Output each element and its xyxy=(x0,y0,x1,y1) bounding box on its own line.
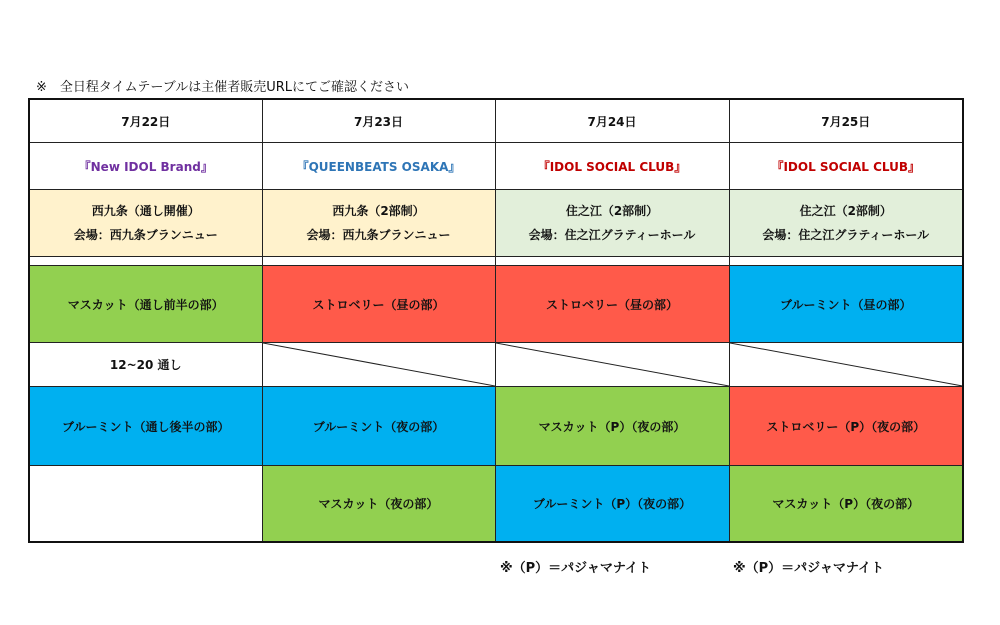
pajama-footnote: ※（P）＝パジャマナイト xyxy=(733,561,884,576)
spacer-row xyxy=(29,257,963,266)
slot-cell: ストロベリー（昼の部） xyxy=(262,266,495,343)
slot-cell: ストロベリー（昼の部） xyxy=(495,266,729,343)
slot-cell: 12~20 通し xyxy=(29,343,262,387)
event-title-row xyxy=(29,143,963,190)
empty-slash-cell xyxy=(495,343,729,387)
diagonal-line xyxy=(263,343,495,386)
slot-cell: マスカット（夜の部） xyxy=(262,466,495,543)
diagonal-line xyxy=(496,343,729,386)
slot-cell: マスカット（P）（夜の部） xyxy=(729,466,963,543)
venue-name: 会場：西九条ブランニュー xyxy=(306,228,451,242)
date-cell: 7月25日 xyxy=(729,99,963,143)
slot-cell: ブルーミント（P）（夜の部） xyxy=(495,466,729,543)
slot-row-1 xyxy=(29,266,963,343)
empty-slash-cell xyxy=(262,343,495,387)
venue-name: 会場：住之江グラティーホール xyxy=(762,228,930,242)
venue-row xyxy=(29,190,963,257)
empty-slash-cell xyxy=(729,343,963,387)
slot-cell xyxy=(29,466,262,543)
venue-name: 会場：住之江グラティーホール xyxy=(528,228,696,242)
date-cell: 7月24日 xyxy=(495,99,729,143)
slot-cell: マスカット（P）（夜の部） xyxy=(495,387,729,466)
spacer-cell xyxy=(262,257,495,266)
date-row xyxy=(29,99,963,143)
venue-area: 住之江（2部制） xyxy=(799,204,892,218)
pajama-footnote: ※（P）＝パジャマナイト xyxy=(500,561,651,576)
slot-cell: ブルーミント（夜の部） xyxy=(262,387,495,466)
venue-name: 会場：西九条ブランニュー xyxy=(73,228,218,242)
spacer-cell xyxy=(495,257,729,266)
event-title: 『IDOL SOCIAL CLUB』 xyxy=(495,143,729,190)
slot-row-3 xyxy=(29,387,963,466)
venue-area: 住之江（2部制） xyxy=(565,204,659,218)
slot-row-2 xyxy=(29,343,963,387)
venue-cell xyxy=(495,190,729,257)
slot-cell: ブルーミント（通し後半の部） xyxy=(29,387,262,466)
slot-cell: ストロベリー（P）（夜の部） xyxy=(729,387,963,466)
date-cell: 7月23日 xyxy=(262,99,495,143)
date-cell: 7月22日 xyxy=(29,99,262,143)
venue-area: 西九条（2部制） xyxy=(332,204,425,218)
slot-cell: ブルーミント（昼の部） xyxy=(729,266,963,343)
slot-cell: マスカット（通し前半の部） xyxy=(29,266,262,343)
venue-cell xyxy=(729,190,963,257)
spacer-cell xyxy=(729,257,963,266)
slot-row-4 xyxy=(29,466,963,543)
diagonal-line xyxy=(730,343,963,386)
venue-area: 西九条（通し開催） xyxy=(91,204,200,218)
schedule-table xyxy=(28,98,964,543)
event-title: 『QUEENBEATS OSAKA』 xyxy=(262,143,495,190)
event-title: 『IDOL SOCIAL CLUB』 xyxy=(729,143,963,190)
event-title: 『New IDOL Brand』 xyxy=(29,143,262,190)
schedule-note: ※ 全日程タイムテーブルは主催者販売URLにてご確認ください xyxy=(36,80,409,95)
venue-cell xyxy=(262,190,495,257)
venue-cell xyxy=(29,190,262,257)
spacer-cell xyxy=(29,257,262,266)
